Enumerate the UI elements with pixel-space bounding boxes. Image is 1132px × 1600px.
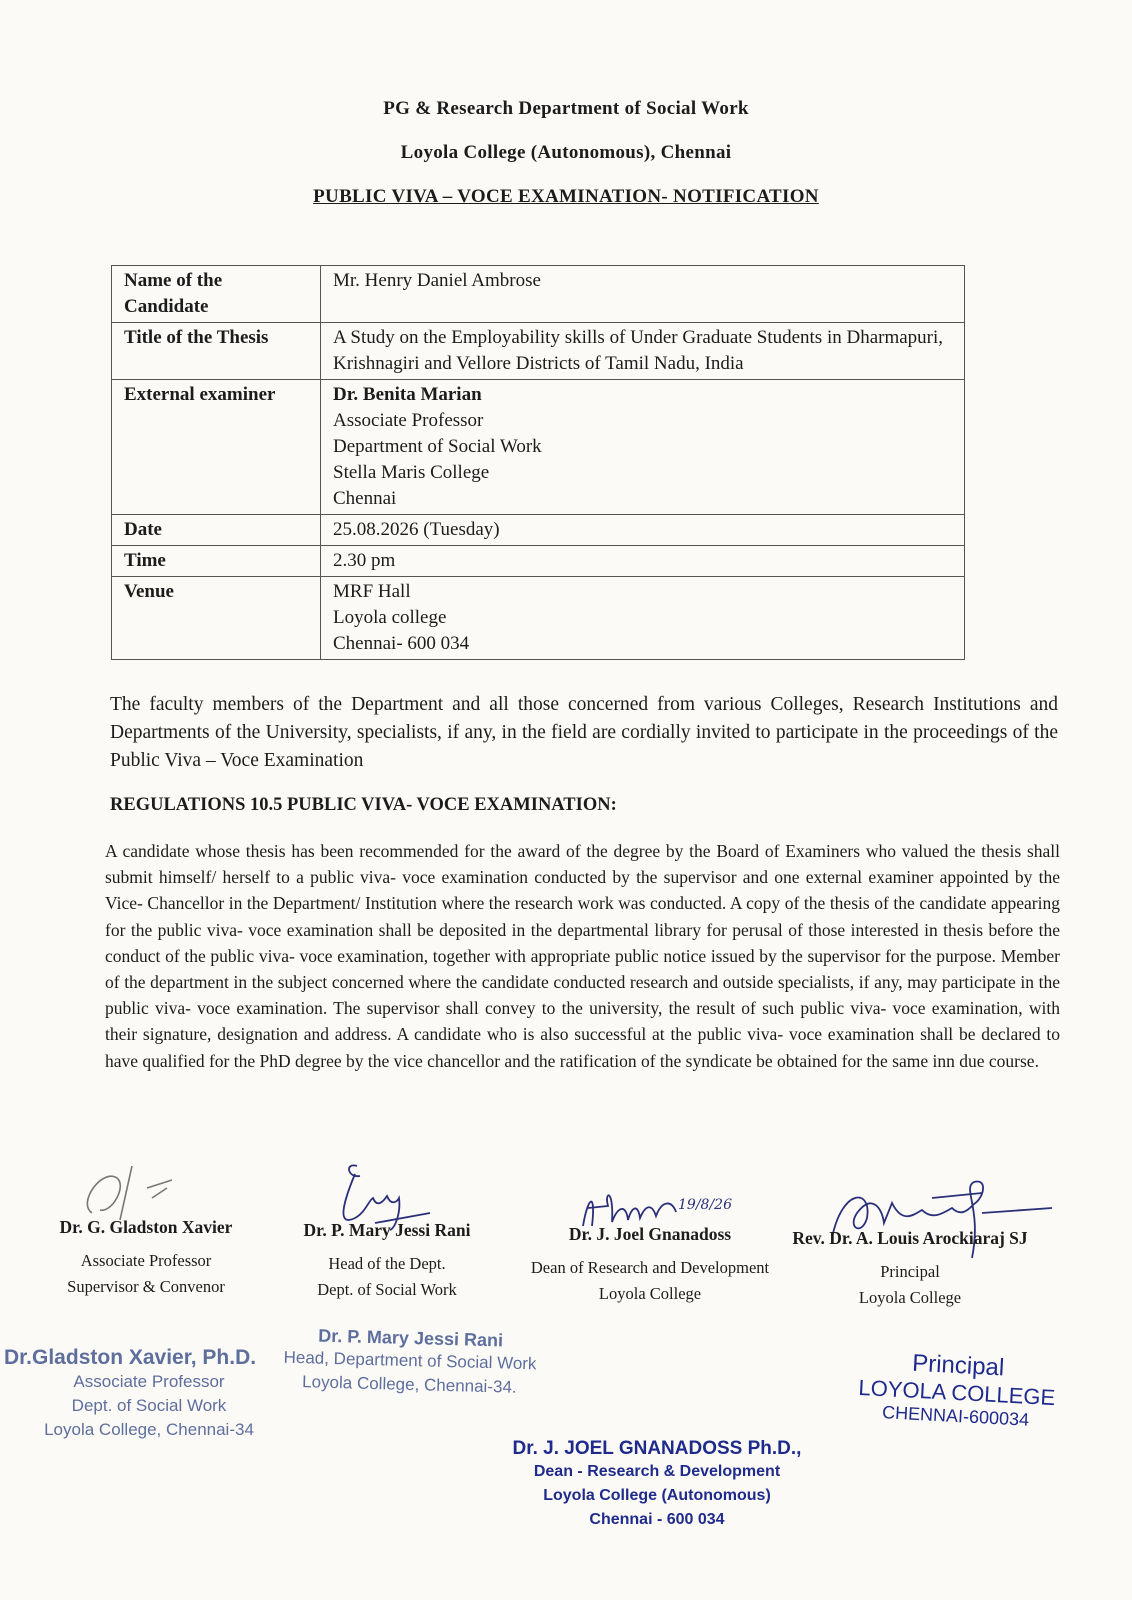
examination-details-table (111, 265, 965, 660)
invitation-paragraph: The faculty members of the Department and all those concerned from various Colleges, Research Institutions and Departments of the University, specialists, if any, in the field are cordially invited to participate in the proceedings of the Public Viva – Voce Examination (110, 694, 1058, 771)
examiner-label: External examiner (112, 380, 321, 515)
college-heading: Loyola College (Autonomous), Chennai (400, 142, 732, 163)
handwritten-date: 19/8/26 (678, 1197, 732, 1213)
signatory-line: Associate Professor (80, 1251, 212, 1270)
table-row (112, 323, 965, 380)
table-row (112, 577, 965, 660)
signatory-line: Head of the Dept. (328, 1254, 446, 1273)
signatory-principal (764, 1228, 1056, 1311)
venue-value (321, 577, 965, 660)
date-label: Date (112, 515, 321, 546)
table-row (112, 380, 965, 515)
thesis-label: Title of the Thesis (112, 323, 321, 380)
stamp-line: Dr. J. JOEL GNANADOSS Ph.D., (512, 1438, 802, 1459)
stamp-line: Loyola College (Autonomous) (543, 1487, 771, 1504)
examiner-line: Department of Social Work (333, 436, 542, 457)
time-value: 2.30 pm (321, 546, 965, 577)
venue-label: Venue (112, 577, 321, 660)
signatory-name: Rev. Dr. A. Louis Arockiaraj SJ (792, 1228, 1028, 1248)
table-row (112, 546, 965, 577)
regulations-body: A candidate whose thesis has been recommended for the award of the degree by the Board of Examiners who valued the thesis shall submit himself/ herself to a public viva- voce examination conducted by the supervisor and one external examiner appointed by the Vice- Chancellor in the Department/ Institution where the research work was conducted. A copy of the thesis of the candidate appearing for the public viva- voce examination shall be deposited in the departmental library for perusal of those interested in thesis before the conduct of the public viva- voce examination, together with appropriate public notice issued by the supervisor for the purpose. Member of the department in the subject concerned where the candidate conducted research and outside specialists, if any, may participate in the public viva- voce examination. The supervisor shall convey to the university, the result of such public viva- voce examination, with their signature, designation and address. A candidate who is also successful at the public viva- voce examination shall be declared to have qualified for the PhD degree by the vice chancellor and the ratification of the syndicate be obtained for the same inn due course. (105, 841, 1060, 1071)
signatory-name: Dr. P. Mary Jessi Rani (303, 1220, 471, 1240)
signatory-line: Loyola College (598, 1284, 702, 1303)
thesis-value: A Study on the Employability skills of Under Graduate Students in Dharmapuri, Krishnagiri and Vellore Districts of Tamil Nadu, India (321, 323, 965, 380)
date-value: 25.08.2026 (Tuesday) (321, 515, 965, 546)
stamp-line: CHENNAI-600034 (881, 1402, 1030, 1430)
table-row (112, 266, 965, 323)
examiner-line: Associate Professor (333, 410, 484, 431)
stamp-line: Loyola College, Chennai-34 (44, 1420, 254, 1439)
venue-line: Loyola college (333, 607, 447, 628)
department-heading: PG & Research Department of Social Work (383, 98, 749, 119)
stamp-line: Head, Department of Social Work (283, 1347, 537, 1374)
table-row (112, 515, 965, 546)
signatory-line: Principal (880, 1262, 940, 1281)
signatory-name: Dr. J. Joel Gnanadoss (568, 1224, 732, 1244)
candidate-value: Mr. Henry Daniel Ambrose (321, 266, 965, 323)
notice-title: PUBLIC VIVA – VOCE EXAMINATION- NOTIFICATION (313, 186, 819, 207)
venue-line: Chennai- 600 034 (333, 633, 470, 654)
signatory-name: Dr. G. Gladston Xavier (59, 1217, 233, 1237)
stamp-joel (512, 1438, 802, 1532)
examiner-name: Dr. Benita Marian (333, 384, 482, 405)
regulations-heading: REGULATIONS 10.5 PUBLIC VIVA- VOCE EXAMINATION: (110, 795, 617, 815)
stamp-principal (850, 1347, 1064, 1433)
signatory-joel (520, 1224, 780, 1307)
venue-line: MRF Hall (333, 581, 411, 602)
stamp-line: Chennai - 600 034 (589, 1511, 725, 1528)
stamp-line: Principal (911, 1349, 1005, 1382)
candidate-label: Name of the Candidate (112, 266, 321, 323)
examiner-line: Chennai (333, 488, 397, 509)
stamp-line: Dr.Gladston Xavier, Ph.D. (4, 1346, 257, 1369)
stamp-line: Dr. P. Mary Jessi Rani (318, 1325, 504, 1351)
signatory-line: Supervisor & Convenor (67, 1277, 225, 1296)
stamp-gladston (4, 1346, 294, 1442)
stamp-line: Dept. of Social Work (71, 1396, 227, 1415)
stamp-line: Associate Professor (73, 1372, 225, 1391)
time-label: Time (112, 546, 321, 577)
stamp-line: LOYOLA COLLEGE (857, 1374, 1056, 1411)
signatory-line: Dean of Research and Development (530, 1258, 770, 1277)
signatory-gladston (40, 1217, 252, 1300)
signatory-line: Loyola College (858, 1288, 962, 1307)
stamp-line: Dean - Research & Development (533, 1463, 781, 1480)
signatory-line: Dept. of Social Work (317, 1280, 457, 1299)
examiner-value (321, 380, 965, 515)
stamp-line: Loyola College, Chennai-34. (301, 1372, 517, 1397)
examiner-line: Stella Maris College (333, 462, 490, 483)
stamp-jessi (269, 1324, 551, 1400)
signatory-jessi (282, 1220, 492, 1303)
